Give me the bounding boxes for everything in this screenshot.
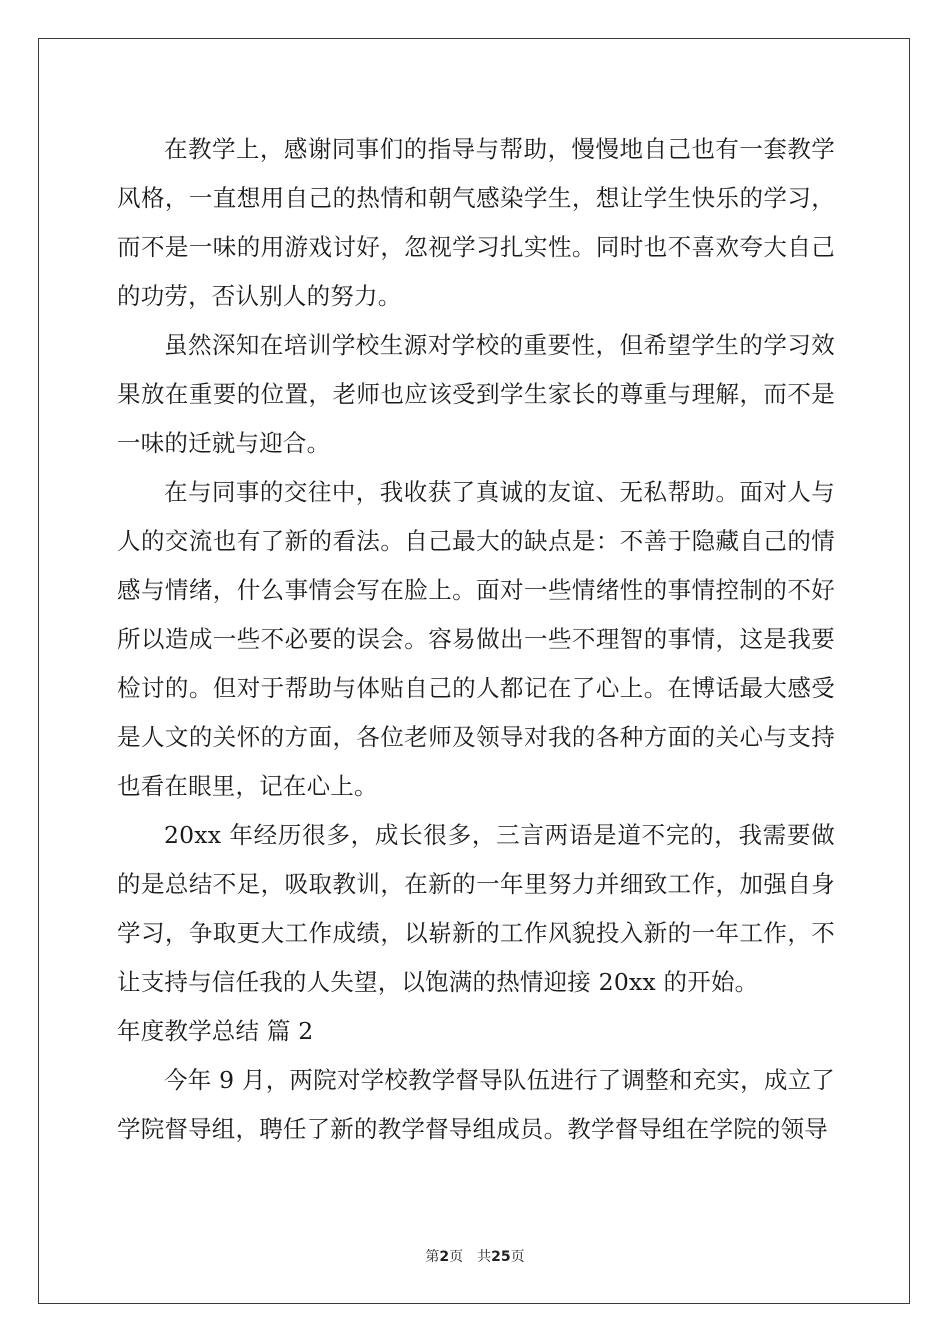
page-current: 2	[439, 1249, 450, 1265]
page-prefix: 第	[425, 1249, 440, 1265]
page-total: 25	[491, 1249, 511, 1265]
paragraph-3: 在与同事的交往中，我收获了真诚的友谊、无私帮助。面对人与人的交流也有了新的看法。自己最大的缺点是：不善于隐藏自己的情感与情绪，什么事情会写在脸上。面对一些情绪性的事情控制的不好所以造成一些不必要的误会。容易做出一些不理智的事情，这是我要检讨的。但对于帮助与体贴自己的人都记在了心上。在博话最大感受是人文的关怀的方面，各位老师及领导对我的各种方面的关心与支持也看在眼里，记在心上。	[117, 478, 835, 800]
total-prefix: 共	[477, 1249, 492, 1265]
total-unit: 页	[510, 1249, 525, 1265]
section-heading: 年度教学总结 篇 2	[117, 1017, 314, 1045]
section-paragraph-1: 今年 9 月，两院对学校教学督导队伍进行了调整和充实，成立了学院督导组，聘任了新的教学督导组成员。教学督导组在学院的领导	[117, 1066, 835, 1143]
document-body	[117, 125, 835, 1154]
page-unit: 页	[449, 1249, 464, 1265]
page-footer	[0, 1246, 950, 1266]
paragraph-2: 虽然深知在培训学校生源对学校的重要性，但希望学生的学习效果放在重要的位置，老师也应该受到学生家长的尊重与理解，而不是一味的迁就与迎合。	[117, 331, 835, 457]
paragraph-4: 20xx 年经历很多，成长很多，三言两语是道不完的，我需要做的是总结不足，吸取教训，在新的一年里努力并细致工作，加强自身学习，争取更大工作成绩，以崭新的工作风貌投入新的一年工作，不让支持与信任我的人失望，以饱满的热情迎接 20xx 的开始。	[117, 821, 835, 996]
paragraph-1: 在教学上，感谢同事们的指导与帮助，慢慢地自己也有一套教学风格，一直想用自己的热情和朝气感染学生，想让学生快乐的学习，而不是一味的用游戏讨好，忽视学习扎实性。同时也不喜欢夸大自己的功劳，否认别人的努力。	[117, 135, 835, 310]
